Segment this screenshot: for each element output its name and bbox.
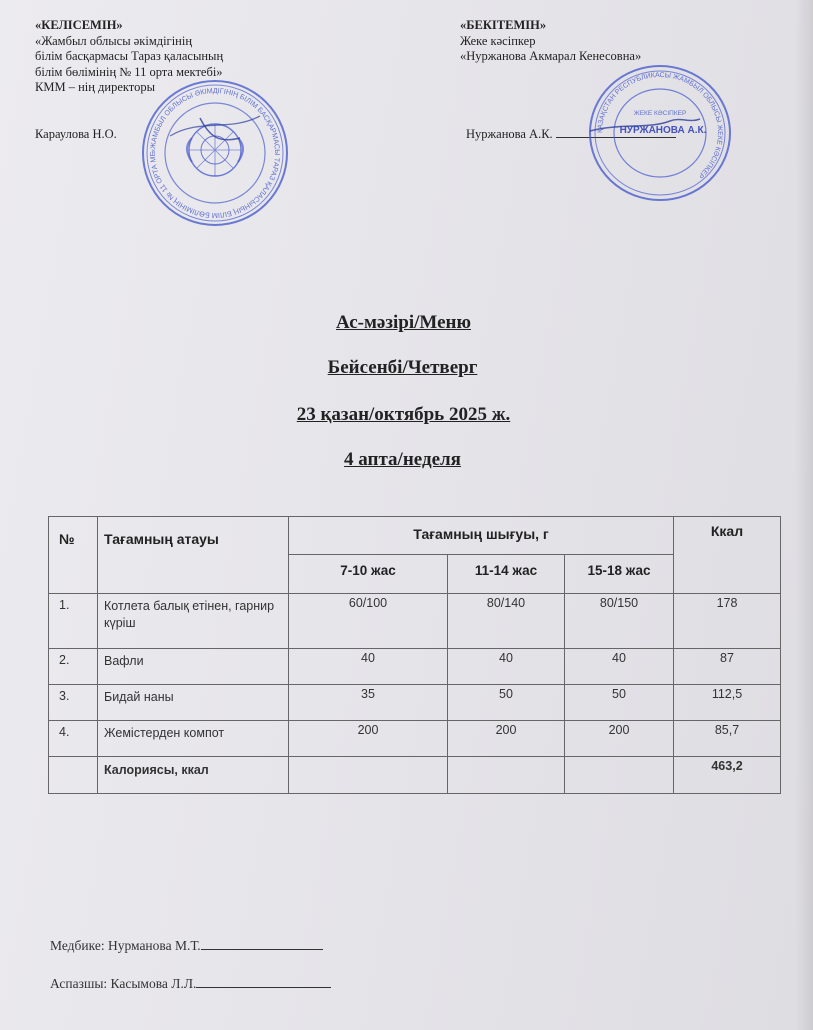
seal-icon	[585, 63, 735, 203]
signature-blank	[201, 935, 323, 950]
table-row	[49, 594, 781, 649]
approval-left-line: КММ – нің директоры	[35, 80, 155, 94]
approval-left-signer-name: Караулова Н.О.	[35, 127, 117, 141]
approval-left-heading: «КЕЛІСЕМІН»	[35, 18, 123, 32]
dish-name: Вафли	[98, 649, 289, 685]
empty-cell	[448, 757, 565, 794]
col-header-age: 7-10 жас	[289, 555, 448, 594]
paper-edge-shadow	[795, 0, 813, 1030]
yield-value: 40	[565, 649, 674, 685]
svg-text:«ЖАМБЫЛ ОБЛЫСЫ ӘКІМДІГІНІҢ БІЛ	[140, 78, 282, 220]
table-total-row	[49, 757, 781, 794]
cook-label: Аспазшы: Касымова Л.Л.	[50, 976, 197, 991]
yield-value: 80/140	[448, 594, 565, 649]
cook-signature-line	[50, 973, 331, 992]
col-header-name: Тағамның атауы	[98, 517, 289, 594]
yield-value: 50	[448, 685, 565, 721]
menu-date: 23 қазан/октябрь 2025 ж.	[296, 404, 511, 425]
col-header-age: 11-14 жас	[448, 555, 565, 594]
yield-value: 50	[565, 685, 674, 721]
seal-ring-text: «ЖАМБЫЛ ОБЛЫСЫ ӘКІМДІГІНІҢ БІЛІМ БАСҚАРМАСЫ ТАРАЗ ҚАЛАСЫНЫҢ БІЛІМ БӨЛІМІНІҢ № 11 ОРТА МЕ	[147, 85, 283, 221]
col-header-kcal: Ккал	[674, 517, 781, 594]
dish-name: Бидай наны	[98, 685, 289, 721]
nurse-signature-line	[50, 935, 323, 954]
yield-value: 60/100	[289, 594, 448, 649]
approval-right-line: «Нуржанова Акмарал Кенесовна»	[460, 49, 642, 63]
approval-left-line: білім басқармасы Тараз қаласының	[35, 49, 224, 63]
total-kcal-value: 463,2	[674, 757, 781, 794]
kcal-value: 85,7	[674, 721, 781, 757]
empty-cell	[565, 757, 674, 794]
entrepreneur-seal-stamp	[585, 63, 735, 203]
approval-left-line: білім бөлімінің № 11 орта мектебі»	[35, 64, 223, 79]
row-number: 3.	[49, 685, 98, 721]
signature-blank	[196, 973, 331, 988]
approval-block-right	[460, 18, 740, 65]
approval-left-signer	[35, 127, 117, 142]
seal-center-top: ЖЕКЕ КӘСІПКЕР	[633, 110, 687, 117]
row-number: 2.	[49, 649, 98, 685]
dish-name: Жемістерден компот	[98, 721, 289, 757]
row-number: 4.	[49, 721, 98, 757]
yield-value: 35	[289, 685, 448, 721]
kcal-value: 112,5	[674, 685, 781, 721]
menu-week: 4 апта/неделя	[344, 449, 461, 470]
yield-value: 200	[289, 721, 448, 757]
seal-ring-text: ҚАЗАҚСТАН РЕСПУБЛИКАСЫ ЖАМБЫЛ ОБЛЫСЫ ЖЕКЕ КӘСІПКЕР	[596, 71, 724, 180]
kcal-value: 178	[674, 594, 781, 649]
col-header-no: №	[49, 517, 98, 594]
table-header-row	[49, 517, 781, 555]
menu-day: Бейсенбі/Четверг	[327, 357, 478, 378]
yield-value: 80/150	[565, 594, 674, 649]
dish-name: Котлета балық етінен, гарнир күріш	[98, 594, 289, 649]
empty-cell	[49, 757, 98, 794]
yield-value: 200	[448, 721, 565, 757]
col-header-yield: Тағамның шығуы, г	[289, 517, 674, 555]
table-row	[49, 685, 781, 721]
row-number: 1.	[49, 594, 98, 649]
kcal-value: 87	[674, 649, 781, 685]
col-header-age: 15-18 жас	[565, 555, 674, 594]
yield-value: 40	[448, 649, 565, 685]
approval-right-line: Жеке кәсіпкер	[460, 33, 536, 48]
menu-table	[48, 516, 781, 794]
seal-center-name: НУРЖАНОВА А.К.	[619, 125, 707, 136]
approval-left-line: «Жамбыл облысы әкімдігінің	[35, 33, 193, 48]
yield-value: 40	[289, 649, 448, 685]
seal-icon	[140, 78, 290, 228]
approval-right-signer-name: Нуржанова А.К.	[466, 127, 553, 141]
table-row	[49, 649, 781, 685]
menu-title: Ас-мәзірі/Меню	[335, 312, 471, 333]
approval-right-heading: «БЕКІТЕМІН»	[460, 18, 547, 32]
table-row	[49, 721, 781, 757]
yield-value: 200	[565, 721, 674, 757]
nurse-label: Медбике: Нурманова М.Т.	[50, 938, 201, 953]
empty-cell	[289, 757, 448, 794]
school-seal-stamp	[140, 78, 290, 228]
total-label: Калориясы, ккал	[98, 757, 289, 794]
